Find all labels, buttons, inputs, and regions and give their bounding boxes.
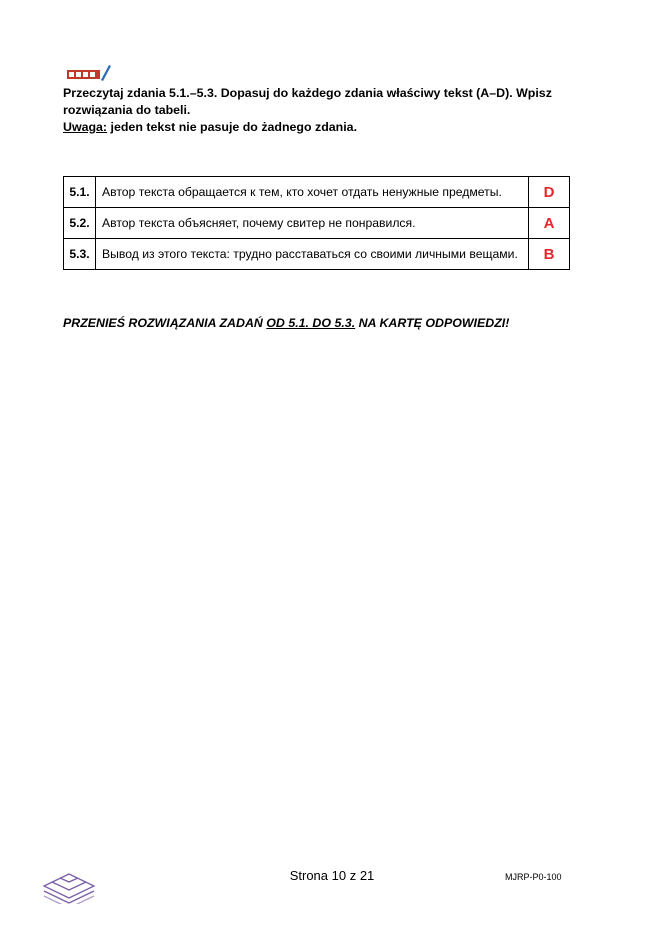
- table-row: [64, 177, 570, 208]
- transfer-note-part3: NA KARTĘ ODPOWIEDZI!: [355, 316, 510, 330]
- transfer-note-part1: PRZENIEŚ ROZWIĄZANIA ZADAŃ: [63, 316, 267, 330]
- row-statement: Автор текста обращается к тем, кто хочет отдать ненужные предметы.: [96, 177, 529, 208]
- task-instructions: [63, 85, 583, 136]
- table-row: [64, 239, 570, 270]
- instructions-note: [63, 119, 583, 136]
- transfer-answers-note: [63, 316, 509, 330]
- document-code: MJRP-P0-100: [505, 872, 562, 882]
- answers-table: [63, 176, 570, 270]
- row-number: 5.2.: [64, 208, 96, 239]
- writing-pen-icon: [66, 64, 112, 82]
- answer-cell[interactable]: D: [529, 177, 570, 208]
- table-row: [64, 208, 570, 239]
- page-number: Strona 10 z 21: [289, 868, 375, 883]
- row-number: 5.1.: [64, 177, 96, 208]
- row-number: 5.3.: [64, 239, 96, 270]
- row-statement: Автор текста объясняет, почему свитер не понравился.: [96, 208, 529, 239]
- row-statement: Вывод из этого текста: трудно расставаться со своими личными вещами.: [96, 239, 529, 270]
- answer-cell[interactable]: A: [529, 208, 570, 239]
- answer-cell[interactable]: B: [529, 239, 570, 270]
- note-label: Uwaga:: [63, 120, 108, 134]
- note-text: jeden tekst nie pasuje do żadnego zdania.: [107, 120, 358, 134]
- instructions-text: Przeczytaj zdania 5.1.–5.3. Dopasuj do każdego zdania właściwy tekst (A–D). Wpisz rozwiązania do tabeli.: [63, 86, 552, 117]
- transfer-note-range: OD 5.1. DO 5.3.: [266, 316, 356, 330]
